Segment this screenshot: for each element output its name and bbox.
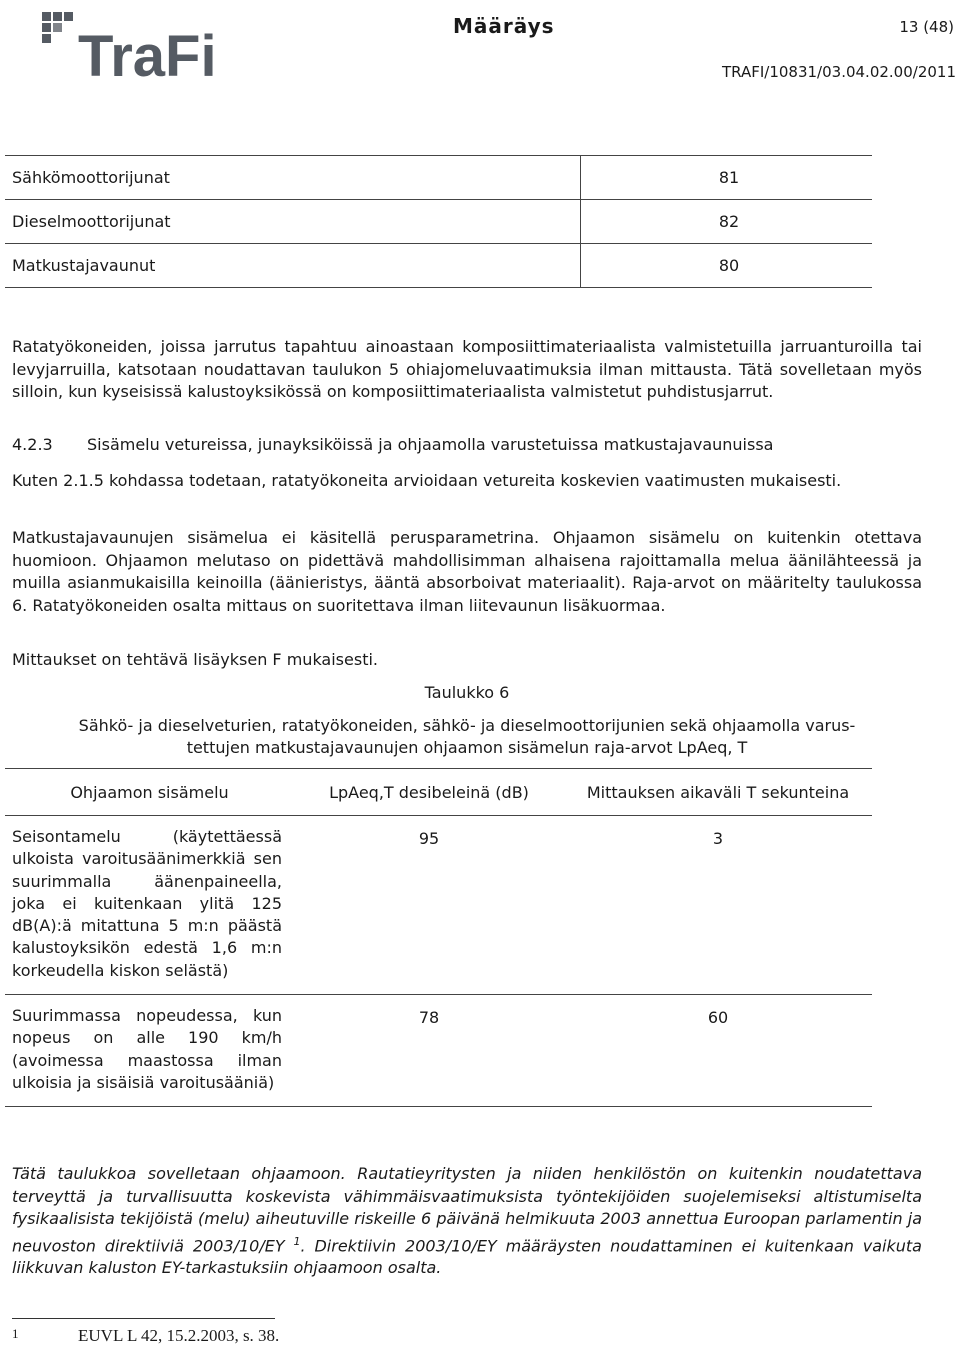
condition-cell: Seisontamelu (käytettäessä ulkoista varoitusäänimerkkiä sen suurimmalla äänenpaineella, joka ei kuitenkaan ylitä 125 dB(A):ä mitattuna 5 m:n päästä kalustoyksikön edestä 1,6 m:n korkeudella kiskon selästä) [5,816,294,995]
vehicle-type-table [5,155,872,288]
table-row [5,816,872,995]
footnote-reference: 1 [293,1234,301,1248]
note-text-cont: . Direktiivin 2003/10/EY määräysten noudattaminen ei kuitenkaan vaikuta liikkuvan kaluston EY-tarkastuksiin ohjaamoon osalta. [12,1235,922,1278]
lpaeq-cell: 95 [294,816,564,995]
document-reference: TRAFI/10831/03.04.02.00/2011 [722,63,956,81]
logo-wordmark: TraFi [78,24,217,89]
paragraph-reference: Kuten 2.1.5 kohdassa todetaan, ratatyökoneita arvioidaan vetureita koskevien vaatimusten mukaisesti. [12,471,842,490]
footnote-mark: 1 [12,1326,19,1341]
footnote-separator [12,1318,275,1319]
document-type: Määräys [453,14,555,38]
section-number: 4.2.3 [12,435,53,454]
vehicle-value: 82 [581,200,873,244]
table-caption-line2: tettujen matkustajavaunujen ohjaamon sisämelun raja-arvot LpAeq, T [186,738,748,757]
table-note [12,1163,922,1280]
noise-limit-table [5,768,872,1107]
column-header: Mittauksen aikaväli T sekunteina [564,769,872,816]
table-row [5,156,872,200]
lpaeq-cell: 78 [294,995,564,1107]
trafi-logo [40,6,270,90]
section-heading [12,435,773,454]
table-label: Taulukko 6 [424,683,510,702]
page-number: 13 (48) [899,18,954,36]
interval-cell: 60 [564,995,872,1107]
vehicle-label: Matkustajavaunut [5,244,581,288]
column-header: Ohjaamon sisämelu [5,769,294,816]
vehicle-label: Sähkömoottorijunat [5,156,581,200]
vehicle-label: Dieselmoottorijunat [5,200,581,244]
table-row [5,995,872,1107]
paragraph-interior-noise: Matkustajavaunujen sisämelua ei käsitellä perusparametrina. Ohjaamon sisämelu on kuitenkin otettava huomioon. Ohjaamon melutaso on pidettävä mahdollisimman alhaisena rajoittamalla melua äänilähteessä ja muilla asianmukaisilla keinoilla (äänieristys, ääntä absorboivat materiaalit). Raja-arvot on määritelty taulukossa 6. Ratatyökoneiden osalta mittaus on suoritettava ilman liitevaunun lisäkuormaa. [12,528,922,615]
section-title: Sisämelu vetureissa, junayksiköissä ja ohjaamolla varustetuissa matkustajavaunuissa [87,435,774,454]
paragraph-measurements: Mittaukset on tehtävä lisäyksen F mukaisesti. [12,650,378,669]
note-text: Tätä taulukkoa sovelletaan ohjaamoon. Rautatieyritysten ja niiden henkilöstön on kuitenkin noudatettava terveyttä ja turvallisuutta koskevista vähimmäisvaatimuksista työntekijöiden suojelemiseksi altistumiselta fysikaalisista tekijöistä (melu) aiheutuville riskeille 6 päivänä helmikuuta 2003 annettua Euroopan parlamentin ja neuvoston direktiiviä 2003/10/EY [12,1164,922,1255]
table-caption-line1: Sähkö- ja dieselveturien, ratatyökoneiden, sähkö- ja dieselmoottorijunien sekä ohjaamolla varus- [78,716,856,735]
table-row [5,200,872,244]
vehicle-value: 80 [581,244,873,288]
paragraph-composite-brakes: Ratatyökoneiden, joissa jarrutus tapahtuu ainoastaan komposiittimateriaalista valmistetuilla jarruanturoilla tai levyjarruilla, katsotaan noudattavan taulukon 5 ohiajomeluvaatimuksia ilman mittausta. Tätä sovelletaan myös silloin, kun kyseisissä kalustoyksikössä on komposiittimateriaalista valmistetut puhdistusjarrut. [12,337,922,401]
table-row [5,244,872,288]
column-header: LpAeq,T desibeleinä (dB) [294,769,564,816]
condition-cell: Suurimmassa nopeudessa, kun nopeus on alle 190 km/h (avoimessa maastossa ilman ulkoisia ja sisäisiä varoitusääniä) [5,995,294,1107]
footnote-text: EUVL L 42, 15.2.2003, s. 38. [78,1326,280,1345]
table-header-row [5,769,872,816]
interval-cell: 3 [564,816,872,995]
vehicle-value: 81 [581,156,873,200]
